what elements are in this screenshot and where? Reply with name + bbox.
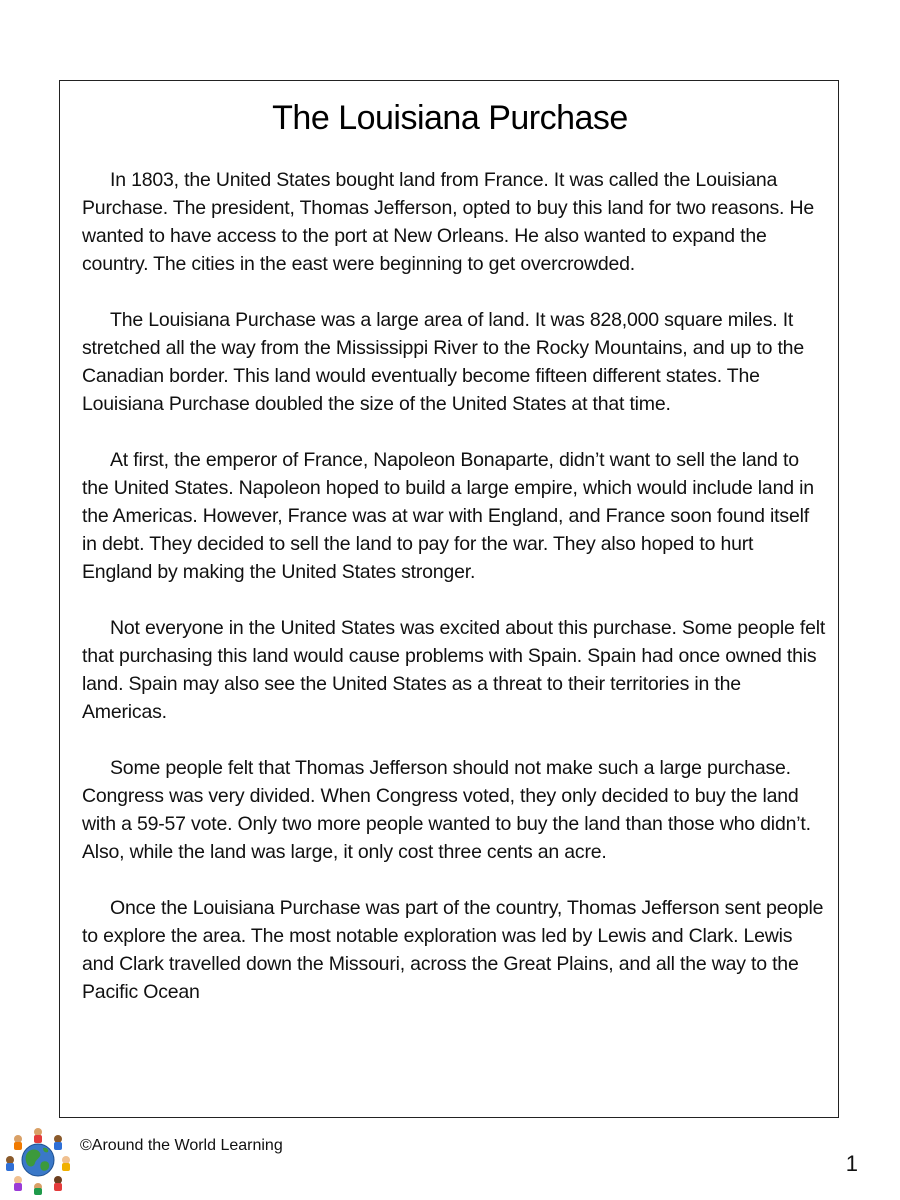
page-number: 1 bbox=[845, 1151, 858, 1176]
paragraph-3: At first, the emperor of France, Napoleon Bonaparte, didn’t want to sell the land to the United States. Napoleon hoped to build a large empire, which would include land in the Americas. However, France was at war with England, and France soon found itself in debt. They decided to sell the land to pay for the war. They also hoped to hurt England by making the United States stronger. bbox=[82, 449, 814, 583]
paragraph-4: Not everyone in the United States was excited about this purchase. Some people felt that purchasing this land would cause problems with Spain. Spain had once owned this land. Spain may also see the United States as a threat to their territories in the Americas. bbox=[82, 617, 826, 723]
paragraph-5: Some people felt that Thomas Jefferson should not make such a large purchase. Congress was very divided. When Congress voted, they only decided to buy the land with a 59-57 vote. Only two more people wanted to buy the land than those who didn’t. Also, while the land was large, it only cost three cents an acre. bbox=[82, 757, 811, 863]
paragraph-1: In 1803, the United States bought land from France. It was called the Louisiana Purchase. The president, Thomas Jefferson, opted to buy this land for two reasons. He wanted to have access to the port at New Orleans. He also wanted to expand the country. The cities in the east were beginning to get overcrowded. bbox=[82, 169, 815, 275]
globe-with-children-icon bbox=[2, 1124, 74, 1196]
copyright-credit: ©Around the World Learning bbox=[80, 1137, 283, 1154]
paragraph-2: The Louisiana Purchase was a large area of land. It was 828,000 square miles. It stretched all the way from the Mississippi River to the Rocky Mountains, and up to the Canadian border. This land would eventually become fifteen different states. The Louisiana Purchase doubled the size of the United States at that time. bbox=[82, 309, 804, 415]
article-body bbox=[82, 166, 827, 1006]
page-title: The Louisiana Purchase bbox=[272, 99, 628, 137]
paragraph-6: Once the Louisiana Purchase was part of the country, Thomas Jefferson sent people to explore the area. The most notable exploration was led by Lewis and Clark. Lewis and Clark travelled down the Missouri, across the Great Plains, and all the way to the Pacific Ocean bbox=[82, 897, 824, 1003]
